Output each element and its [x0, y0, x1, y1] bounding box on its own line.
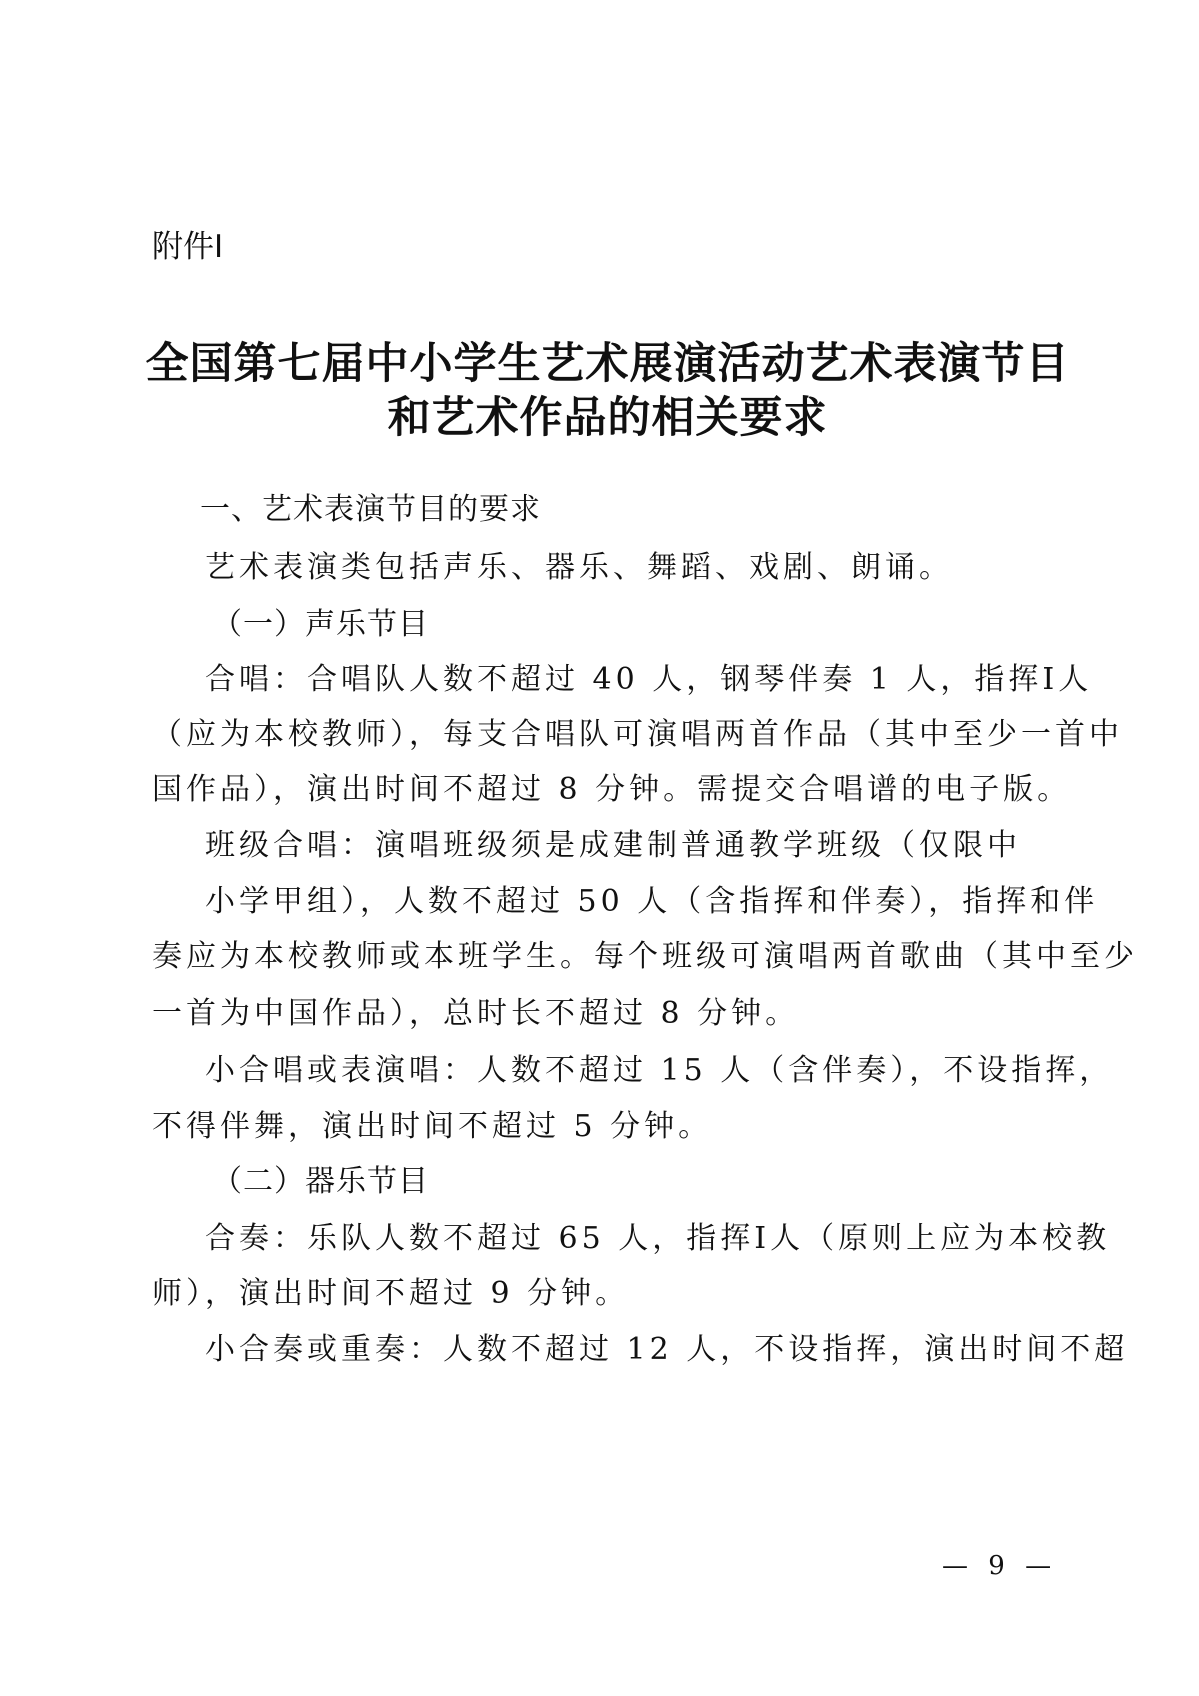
paragraph-line: 国作品），演出时间不超过 8 分钟。需提交合唱谱的电子版。 [152, 772, 1072, 807]
section-intro: 艺术表演类包括声乐、器乐、舞蹈、戏剧、朗诵。 [205, 550, 953, 585]
paragraph-line: 一首为中国作品），总时长不超过 8 分钟。 [152, 996, 800, 1031]
section-heading: 一、艺术表演节目的要求 [200, 492, 541, 527]
paragraph-line: 小学甲组），人数不超过 50 人（含指挥和伴奏），指挥和伴 [205, 884, 1099, 919]
paragraph-line: 小合唱或表演唱：人数不超过 15 人（含伴奏），不设指挥， [205, 1053, 1114, 1088]
paragraph-line: 合奏：乐队人数不超过 65 人，指挥Ⅰ人（原则上应为本校教 [205, 1221, 1111, 1256]
paragraph-line: 奏应为本校教师或本班学生。每个班级可演唱两首歌曲（其中至少 [152, 939, 1138, 974]
paragraph-line: 班级合唱：演唱班级须是成建制普通教学班级（仅限中 [205, 828, 1021, 863]
paragraph-line: 合唱：合唱队人数不超过 40 人，钢琴伴奏 1 人，指挥Ⅰ人 [205, 662, 1093, 697]
paragraph-line: 不得伴舞，演出时间不超过 5 分钟。 [152, 1109, 713, 1144]
document-title-line-2: 和艺术作品的相关要求 [387, 393, 828, 443]
paragraph-line: 师），演出时间不超过 9 分钟。 [152, 1276, 630, 1311]
attachment-label: 附件Ⅰ [152, 229, 224, 265]
subsection-heading-vocal: （一）声乐节目 [212, 607, 429, 642]
page-number: — 9 — [942, 1551, 1058, 1581]
paragraph-line: （应为本校教师），每支合唱队可演唱两首作品（其中至少一首中 [152, 717, 1123, 752]
paragraph-line: 小合奏或重奏：人数不超过 12 人，不设指挥，演出时间不超 [205, 1332, 1129, 1367]
document-title-line-1: 全国第七届中小学生艺术展演活动艺术表演节目 [145, 339, 1070, 389]
subsection-heading-instrumental: （二）器乐节目 [212, 1164, 429, 1199]
